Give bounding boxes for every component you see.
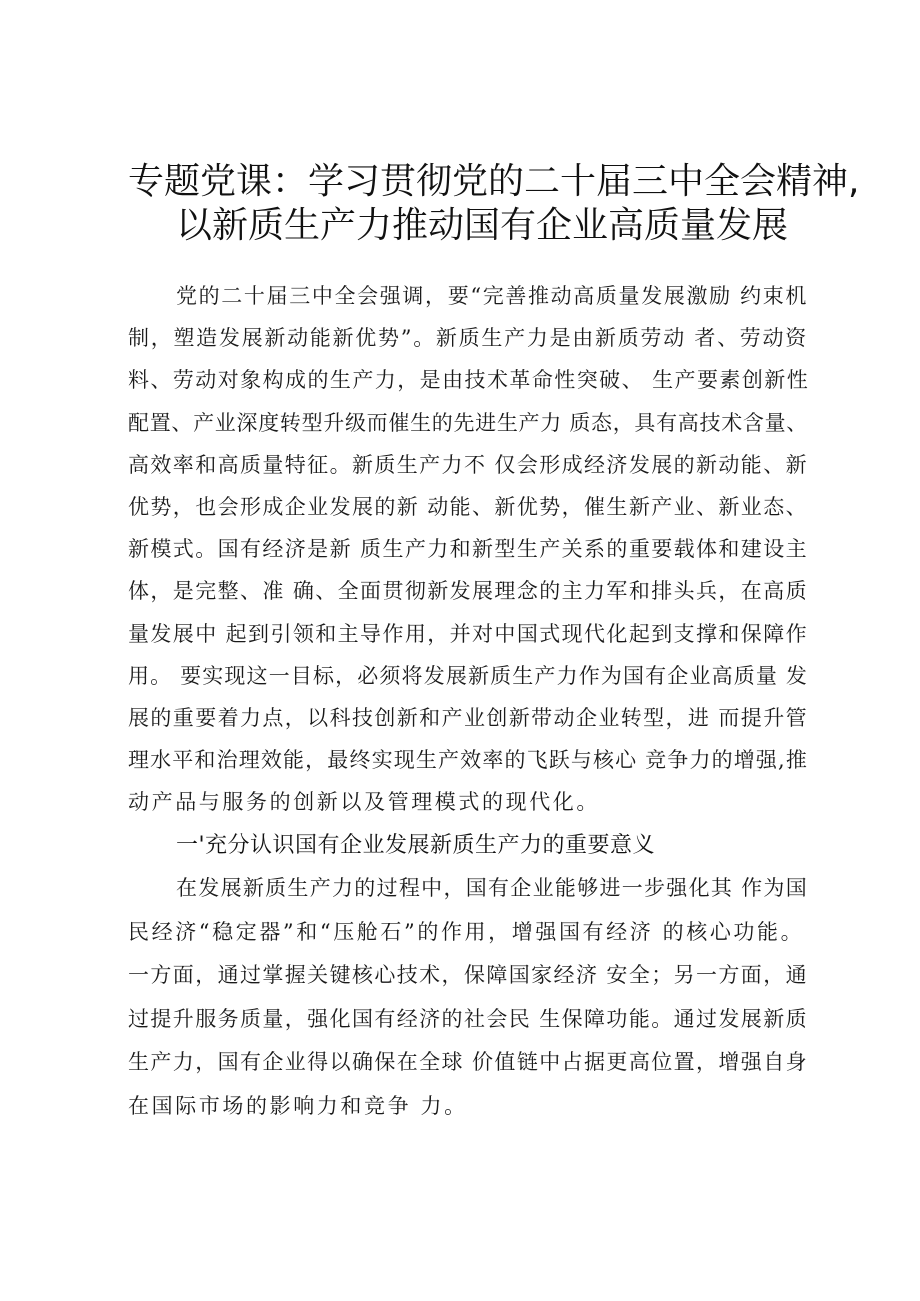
paragraph-line: 配置、产业深度转型升级而催生的先进生产力 质态，具有高技术含量、 xyxy=(128,410,808,435)
paragraph-line: 新模式。国有经济是新 质生产力和新型生产关系的重要载体和建设主 xyxy=(128,537,808,562)
paragraph-line: 量发展中 起到引领和主导作用，并对中国式现代化起到支撑和保障作 xyxy=(128,621,808,646)
paragraph-line: 优势，也会形成企业发展的新 动能、新优势，催生新产业、新业态、 xyxy=(128,495,808,519)
paragraph-line: 用。 要实现这一目标，必须将发展新质生产力作为国有企业高质量 发 xyxy=(128,663,808,688)
paragraph-line: 体，是完整、准 确、全面贯彻新发展理念的主力军和排头兵，在高质 xyxy=(128,579,808,604)
document-title-line-1: 专题党课：学习贯彻党的二十届三中全会精神, xyxy=(128,161,860,202)
paragraph-line: 理水平和治理效能，最终实现生产效率的飞跃与核心 竞争力的增强,推 xyxy=(128,748,808,773)
paragraph-line: 过提升服务质量，强化国有经济的社会民 生保障功能。通过发展新质 xyxy=(128,1006,808,1031)
paragraph-line: 在发展新质生产力的过程中，国有企业能够进一步强化其 作为国 xyxy=(176,876,808,900)
paragraph-line: 动产品与服务的创新以及管理模式的现代化。 xyxy=(128,790,600,815)
paragraph-line: 一方面，通过掌握关键核心技术，保障国家经济 安全；另一方面，通 xyxy=(128,963,808,987)
paragraph-line: 料、劳动对象构成的生产力，是由技术革命性突破、 生产要素创新性 xyxy=(128,368,810,393)
paragraph-line: 民经济“稳定器”和“压舱石”的作用，增强国有经济 的核心功能。 xyxy=(128,919,805,944)
paragraph-line: 生产力，国有企业得以确保在全球 价值链中占据更高位置，增强自身 xyxy=(128,1050,808,1074)
paragraph-line: 高效率和高质量特征。新质生产力不 仅会形成经济发展的新动能、新 xyxy=(128,452,808,477)
paragraph-line: 展的重要着力点，以科技创新和产业创新带动企业转型，进 而提升管 xyxy=(128,706,808,730)
paragraph-line: 党的二十届三中全会强调，要“完善推动高质量发展激励 约束机 xyxy=(176,284,808,308)
paragraph-line: 在国际市场的影响力和竞争 力。 xyxy=(128,1093,468,1118)
section-1-heading: 一'充分认识国有企业发展新质生产力的重要意义 xyxy=(176,833,656,858)
paragraph-line: 制，塑造发展新动能新优势”。新质生产力是由新质劳动 者、劳动资 xyxy=(128,326,808,351)
document-title-line-2: 以新质生产力推动国有企业高质量发展 xyxy=(176,205,789,246)
